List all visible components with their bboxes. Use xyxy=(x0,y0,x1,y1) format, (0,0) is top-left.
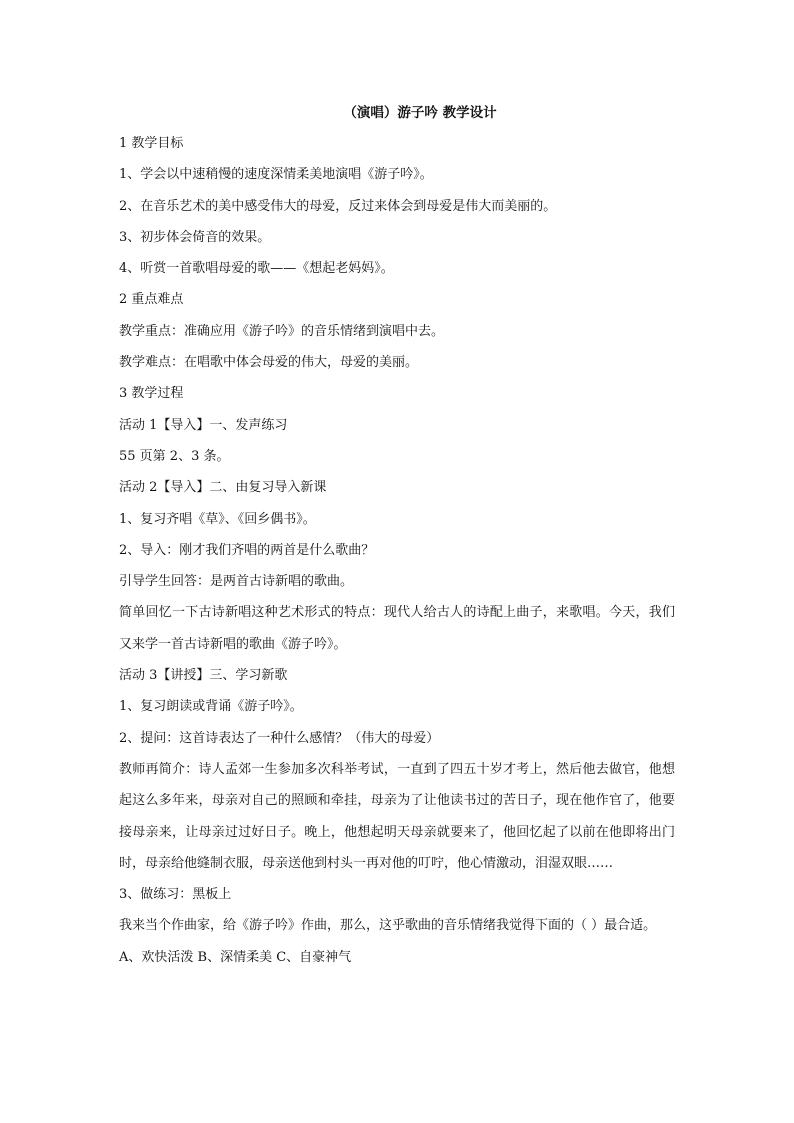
activity-3-heading: 活动 3【讲授】三、学习新歌 xyxy=(119,668,288,684)
document-title: （演唱）游子吟 教学设计 xyxy=(343,105,497,121)
objective-item-1: 1、学会以中速稍慢的速度深情柔美地演唱《游子吟》。 xyxy=(119,167,433,183)
heading-process: 3 教学过程 xyxy=(119,386,184,402)
heading-objectives: 1 教学目标 xyxy=(119,136,184,151)
document-page xyxy=(119,98,679,973)
exercise-options: A、欢快活泼 B、深情柔美 C、自豪神气 xyxy=(119,949,352,965)
exercise-heading: 3、做练习：黑板上 xyxy=(119,887,232,903)
activity-3-item-2: 2、提问：这首诗表达了一种什么感情？（伟大的母爱） xyxy=(119,730,440,746)
objective-item-3: 3、初步体会倚音的效果。 xyxy=(119,229,271,245)
teacher-introduction: 教师再简介：诗人孟郊一生参加多次科举考试，一直到了四五十岁才考上，然后他去做官，他想起这么多年来，母亲对自己的照顾和牵挂，母亲为了让他读书过的苦日子，现在他作官了，他要接母亲来，让母亲过过好日子。晚上，他想起明天母亲就要来了，他回忆起了以前在他即将出门时，母亲给他缝制衣服，母亲送他到村头一再对他的叮咛，他心情激动，泪湿双眼…… xyxy=(119,761,675,871)
activity-2-summary: 简单回忆一下古诗新唱这种艺术形式的特点：现代人给古人的诗配上曲子，来歌唱。今天，我们又来学一首古诗新唱的歌曲《游子吟》。 xyxy=(119,605,675,652)
activity-2-item-2: 2、导入：刚才我们齐唱的两首是什么歌曲？ xyxy=(119,542,375,558)
key-point: 教学重点：准确应用《游子吟》的音乐情绪到演唱中去。 xyxy=(119,323,445,339)
activity-2-item-1: 1、复习齐唱《草》、《回乡偶书》。 xyxy=(119,511,316,527)
objective-item-4: 4、听赏一首歌唱母爱的歌——《想起老妈妈》。 xyxy=(119,261,394,277)
heading-key-points: 2 重点难点 xyxy=(119,292,184,308)
objective-item-2: 2、在音乐艺术的美中感受伟大的母爱，反过来体会到母爱是伟大而美丽的。 xyxy=(119,198,557,214)
difficult-point: 教学难点：在唱歌中体会母爱的伟大，母爱的美丽。 xyxy=(119,355,419,371)
activity-2-answer: 引导学生回答：是两首古诗新唱的歌曲。 xyxy=(119,574,354,590)
activity-1-text: 55 页第 2、3 条。 xyxy=(119,448,230,464)
exercise-question: 我来当个作曲家，给《游子吟》作曲，那么，这乎歌曲的音乐情绪我觉得下面的（ ）最合适。 xyxy=(119,918,657,934)
activity-2-heading: 活动 2【导入】二、由复习导入新课 xyxy=(119,480,327,496)
activity-3-item-1: 1、复习朗读或背诵《游子吟》。 xyxy=(119,699,303,715)
activity-1-heading: 活动 1【导入】一、发声练习 xyxy=(119,417,288,433)
